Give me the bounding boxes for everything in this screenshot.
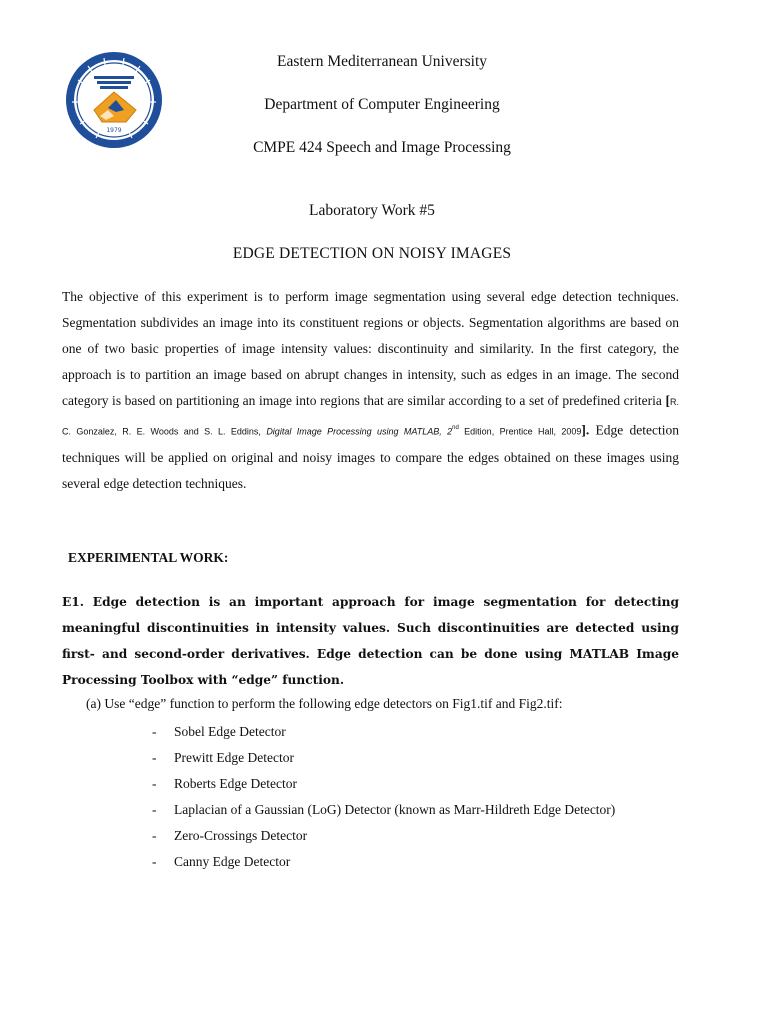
- list-item: [152, 771, 615, 797]
- lab-title: EDGE DETECTION ON NOISY IMAGES: [232, 245, 512, 262]
- reference-edition: Edition, Prentice Hall, 2009: [458, 426, 582, 437]
- detector-sobel: Sobel Edge Detector: [174, 724, 286, 739]
- reference-superscript: nd: [452, 425, 459, 431]
- reference-authors: R. C. Gonzalez, R. E. Woods and S. L. Eddins,: [62, 397, 679, 437]
- list-item: [152, 849, 615, 875]
- e1-paragraph: E1. Edge detection is an important approach for image segmentation for detecting meaningful discontinuities in intensity values. Such discontinuities are detected using first- and second-order derivatives. Edge detection can be done using MATLAB Image Processing Toolbox with “edge” function.: [62, 595, 679, 687]
- list-dash: -: [152, 828, 157, 843]
- list-item: [152, 797, 615, 823]
- detector-canny: Canny Edge Detector: [174, 854, 291, 869]
- experimental-work-heading: EXPERIMENTAL WORK:: [68, 550, 229, 565]
- list-item: [152, 745, 615, 771]
- list-item: [152, 823, 615, 849]
- list-dash: -: [152, 724, 157, 739]
- objective-paragraph: [62, 284, 679, 497]
- lab-number: Laboratory Work #5: [309, 202, 435, 219]
- reference-book: Digital Image Processing using MATLAB, 2: [266, 426, 453, 437]
- detector-zero-crossings: Zero-Crossings Detector: [174, 828, 308, 843]
- reference-close-bracket: ].: [581, 422, 590, 438]
- detector-prewitt: Prewitt Edge Detector: [174, 750, 294, 765]
- detector-log: Laplacian of a Gaussian (LoG) Detector (known as Marr-Hildreth Edge Detector): [174, 802, 616, 817]
- list-item: [152, 719, 615, 745]
- list-dash: -: [152, 802, 157, 817]
- reference-open-bracket: [: [665, 393, 670, 408]
- course-title: CMPE 424 Speech and Image Processing: [253, 139, 511, 156]
- list-dash: -: [152, 776, 157, 791]
- task-a: (a) Use “edge” function to perform the following edge detectors on Fig1.tif and Fig2.tif:: [86, 696, 563, 711]
- objective-text: The objective of this experiment is to perform image segmentation using several edge detection techniques. Segmentation subdivides an image into its constituent regions or objects. Segmentation algorithms are based on one of two basic properties of image intensity values: discontinuity and similarity. In the first category, the approach is to partition an image based on abrupt changes in intensity, such as edges in an image. The second category is based on partitioning an image into regions that are similar according to a set of predefined criteria: [62, 289, 679, 408]
- university-name: Eastern Mediterranean University: [276, 53, 488, 70]
- objective-text-continued: Edge detection techniques will be applied on original and noisy images to compare the edges obtained on these images using several edge detection techniques.: [62, 422, 679, 491]
- list-dash: -: [152, 854, 157, 869]
- detector-list: [152, 719, 615, 875]
- logo-year: 1979: [106, 127, 122, 134]
- list-dash: -: [152, 750, 157, 765]
- detector-roberts: Roberts Edge Detector: [174, 776, 297, 791]
- department-name: Department of Computer Engineering: [264, 96, 500, 113]
